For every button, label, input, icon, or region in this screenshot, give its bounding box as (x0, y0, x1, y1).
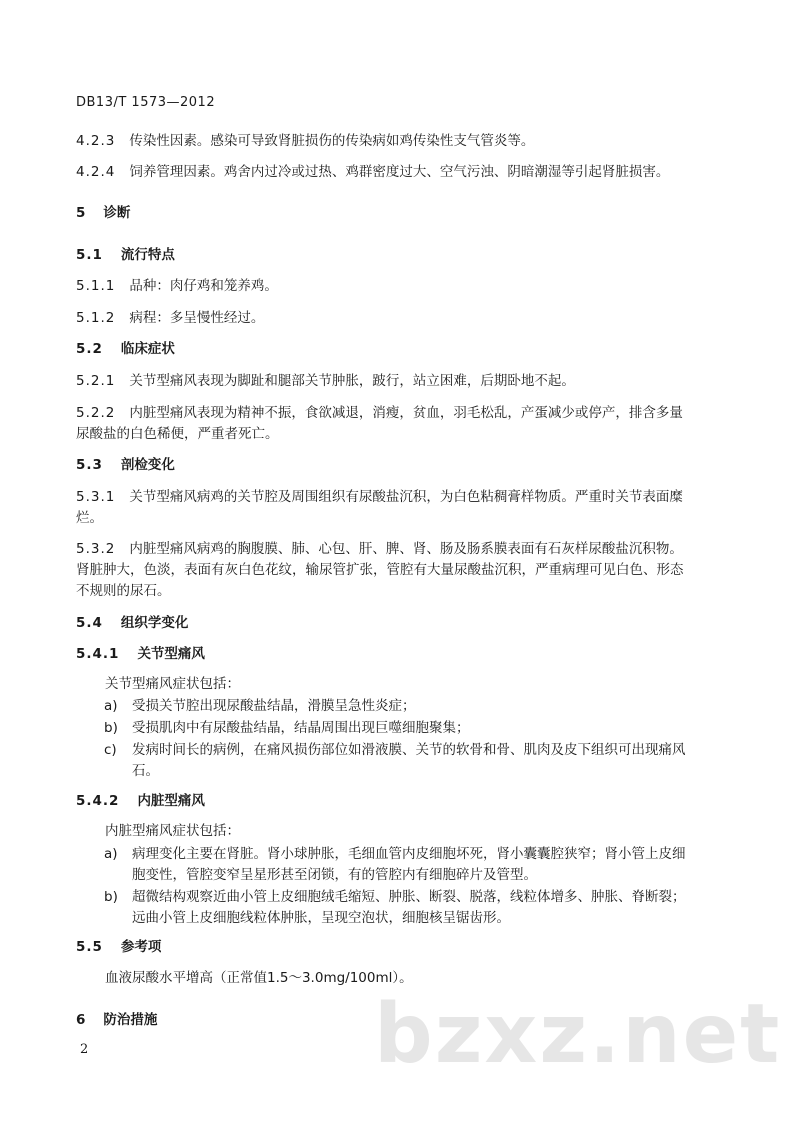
watermark: bzxz.net (374, 987, 782, 1082)
clause-5-1-2 (76, 309, 264, 327)
section-title: 诊断 (103, 205, 131, 221)
list-marker: c) (104, 742, 117, 758)
list-item-text: 发病时间长的病例，在痛风损伤部位如滑液膜、关节的软骨和骨、肌肉及皮下组织可出现痛风 (132, 742, 686, 758)
section-number: 5 (76, 205, 86, 221)
clause-5-2-2-continued: 尿酸盐的白色稀便，严重者死亡。 (76, 426, 279, 442)
section-5-4-heading (76, 614, 188, 632)
section-title: 临床症状 (120, 341, 175, 357)
list-marker: a) (104, 698, 118, 714)
clause-5-2-1 (76, 372, 575, 390)
section-5-heading (76, 204, 130, 222)
section-number: 5.4.1 (76, 646, 120, 662)
clause-5-3-1 (76, 488, 683, 506)
list-item-text: 超微结构观察近曲小管上皮细胞绒毛缩短、肿胀、断裂、脱落，线粒体增多、肿胀、脊断裂； (132, 889, 686, 905)
section-6-heading (76, 1011, 157, 1029)
clause-text: 饲养管理因素。鸡舍内过冷或过热、鸡群密度过大、空气污浊、阴暗潮湿等引起肾脏损害。 (129, 164, 670, 180)
clause-5-3-2-continued-1: 肾脏肿大，色淡，表面有灰白色花纹，输尿管扩张，管腔有大量尿酸盐沉积，严重病理可见白色、形态 (76, 562, 684, 578)
section-5-4-1-intro: 关节型痛风症状包括： (105, 676, 240, 692)
clause-number: 5.1.2 (76, 310, 116, 326)
section-5-4-2-intro: 内脏型痛风症状包括： (105, 823, 240, 839)
list-item-text: 病理变化主要在肾脏。肾小球肿胀，毛细血管内皮细胞坏死，肾小囊囊腔狭窄；肾小管上皮细 (132, 846, 686, 862)
section-title: 关节型痛风 (137, 646, 205, 662)
clause-number: 5.2.1 (76, 373, 116, 389)
clause-text: 病程：多呈慢性经过。 (129, 310, 265, 326)
clause-number: 5.3.2 (76, 541, 116, 557)
list-item-text-continued: 胞变性，管腔变窄呈星形甚至闭锁，有的管腔内有细胞碎片及管型。 (132, 867, 537, 883)
list-item-text-continued: 远曲小管上皮细胞线粒体肿胀，呈现空泡状，细胞核呈锯齿形。 (132, 910, 510, 926)
standard-code: DB13/T 1573—2012 (76, 95, 216, 110)
clause-text: 品种：肉仔鸡和笼养鸡。 (129, 278, 278, 294)
section-5-5-heading (76, 938, 161, 956)
section-title: 剖检变化 (120, 457, 175, 473)
section-5-2-heading (76, 340, 175, 358)
list-marker: a) (104, 846, 118, 862)
section-5-3-heading (76, 456, 175, 474)
list-item-text: 受损肌肉中有尿酸盐结晶，结晶周围出现巨噬细胞聚集； (132, 720, 470, 736)
clause-text: 关节型痛风表现为脚趾和腿部关节肿胀，跛行，站立困难，后期卧地不起。 (129, 373, 575, 389)
clause-5-1-1 (76, 277, 278, 295)
clause-5-3-2-continued-2: 不规则的尿石。 (76, 583, 171, 599)
section-number: 5.5 (76, 939, 103, 955)
clause-text: 传染性因素。感染可导致肾脏损伤的传染病如鸡传染性支气管炎等。 (129, 133, 535, 149)
clause-number: 4.2.3 (76, 133, 116, 149)
clause-text-line1: 内脏型痛风表现为精神不振，食欲减退，消瘦，贫血，羽毛松乱，产蛋减少或停产，排含多量 (129, 405, 683, 421)
section-number: 5.3 (76, 457, 103, 473)
section-title: 内脏型痛风 (137, 793, 205, 809)
section-number: 5.4.2 (76, 793, 120, 809)
page-number: 2 (80, 1042, 89, 1057)
clause-text-line1: 关节型痛风病鸡的关节腔及周围组织有尿酸盐沉积，为白色粘稠膏样物质。严重时关节表面糜 (129, 489, 683, 505)
clause-5-3-2 (76, 540, 683, 558)
section-number: 5.4 (76, 615, 103, 631)
section-title: 流行特点 (120, 247, 175, 263)
section-title: 组织学变化 (120, 615, 189, 631)
list-marker: b) (104, 720, 118, 736)
list-marker: b) (104, 889, 118, 905)
section-5-1-heading (76, 246, 175, 264)
section-number: 5.1 (76, 247, 103, 263)
section-5-4-1-heading (76, 645, 205, 663)
clause-number: 5.1.1 (76, 278, 116, 294)
clause-text-line1: 内脏型痛风病鸡的胸腹膜、肺、心包、肝、脾、肾、肠及肠系膜表面有石灰样尿酸盐沉积物。 (129, 541, 683, 557)
section-title: 防治措施 (103, 1012, 158, 1028)
list-item-text: 受损关节腔出现尿酸盐结晶，滑膜呈急性炎症； (132, 698, 416, 714)
clause-number: 5.2.2 (76, 405, 116, 421)
clause-5-2-2 (76, 404, 683, 422)
clause-number: 5.3.1 (76, 489, 116, 505)
clause-4-2-3 (76, 132, 534, 150)
clause-number: 4.2.4 (76, 164, 116, 180)
section-5-5-text: 血液尿酸水平增高（正常值1.5～3.0mg/100ml）。 (105, 970, 413, 986)
clause-5-3-1-continued: 烂。 (76, 510, 103, 526)
list-item-text-continued: 石。 (132, 763, 159, 779)
clause-4-2-4 (76, 163, 669, 181)
section-number: 5.2 (76, 341, 103, 357)
section-number: 6 (76, 1012, 86, 1028)
section-5-4-2-heading (76, 792, 205, 810)
section-title: 参考项 (120, 939, 162, 955)
